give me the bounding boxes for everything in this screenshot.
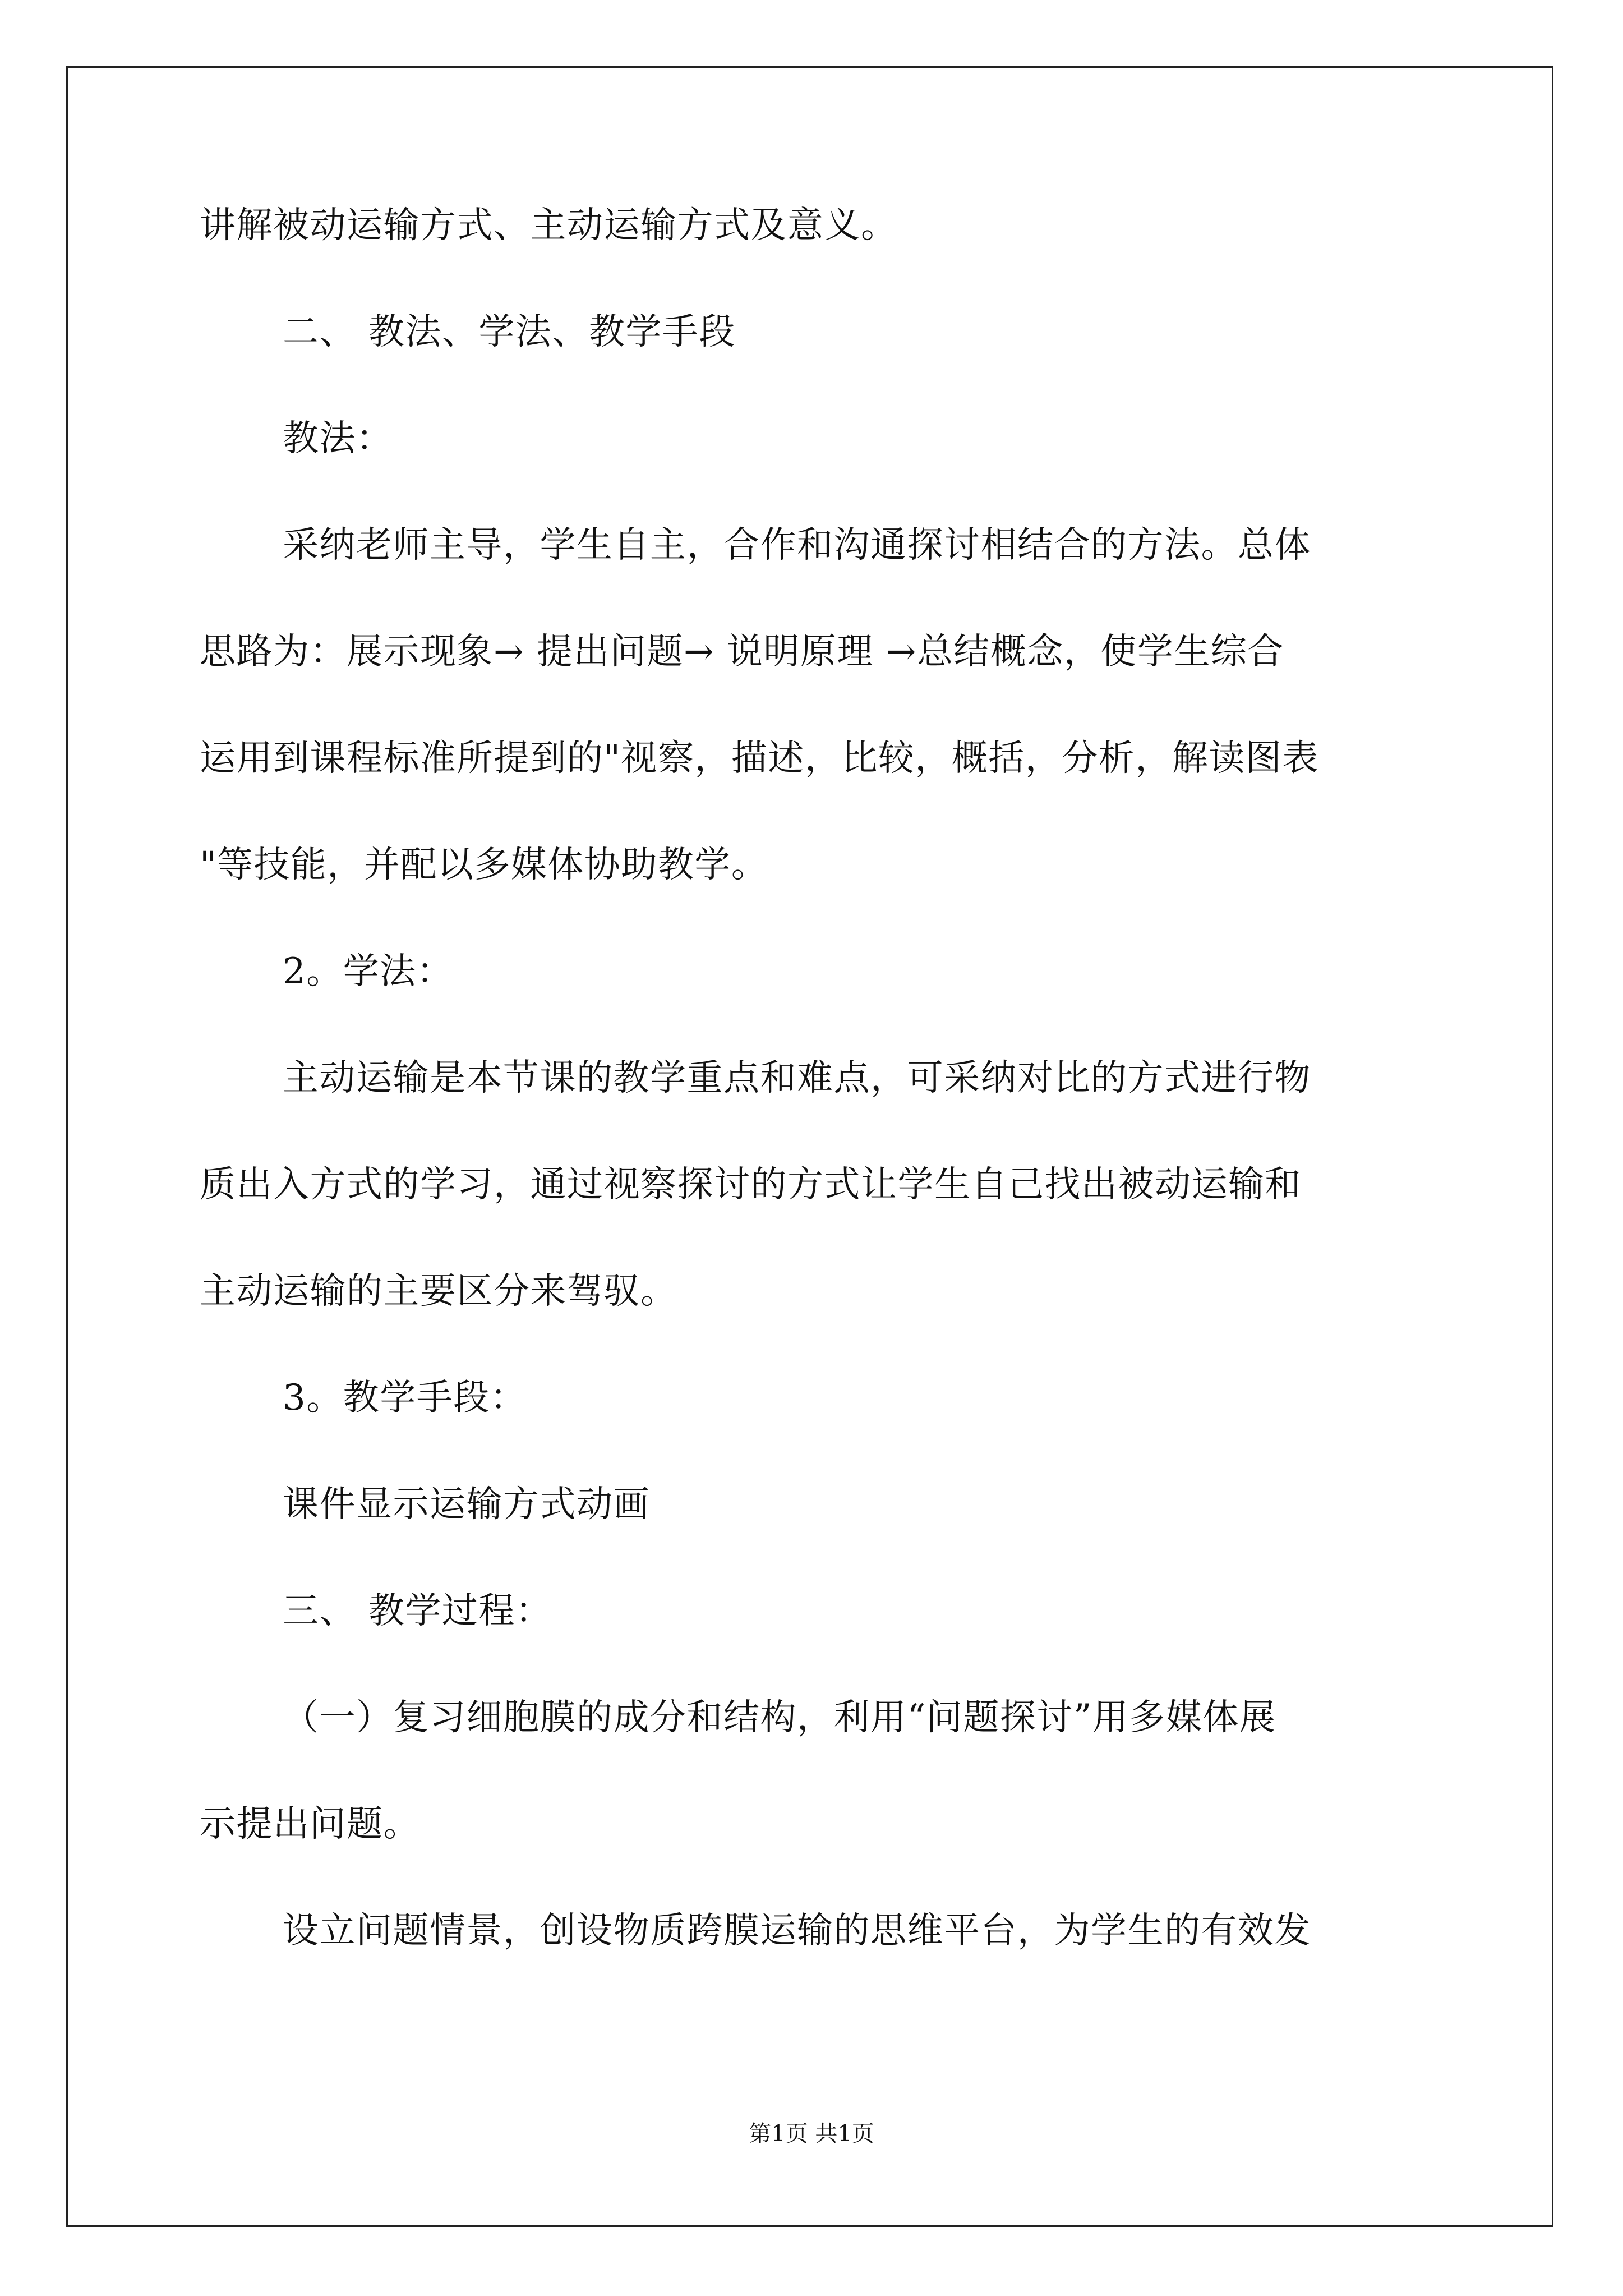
text-line: 主动运输的主要区分来驾驭。: [200, 1271, 677, 1312]
text-line: 质出入方式的学习，通过视察探讨的方式让学生自己找出被动运输和: [200, 1164, 1302, 1205]
text-line: 课件显示运输方式动画: [283, 1484, 650, 1525]
text-line: 主动运输是本节课的教学重点和难点，可采纳对比的方式进行物: [283, 1057, 1311, 1099]
text-line: 示提出问题。: [200, 1803, 420, 1845]
text-line: 讲解被动运输方式、主动运输方式及意义。: [200, 205, 898, 246]
text-line: 设立问题情景，创设物质跨膜运输的思维平台，为学生的有效发: [283, 1910, 1311, 1952]
page-number: 第1页 共1页: [749, 2121, 874, 2147]
section-heading: 二、 教法、学法、教学手段: [283, 311, 736, 353]
text-line: "等技能，并配以多媒体协助教学。: [200, 844, 768, 886]
text-line: 运用到课程标准所提到的"视察，描述，比较，概括，分析，解读图表: [200, 738, 1319, 779]
subheading: 3。教学手段：: [283, 1377, 527, 1419]
text-line: 采纳老师主导，学生自主，合作和沟通探讨相结合的方法。总体: [283, 524, 1311, 566]
section-heading: 三、 教学过程：: [283, 1590, 552, 1632]
subheading: 教法：: [283, 418, 393, 459]
subheading: 2。学法：: [283, 951, 454, 992]
text-line: （一）复习细胞膜的成分和结构，利用“问题探讨”用多媒体展: [283, 1697, 1276, 1738]
text-line: 思路为：展示现象→ 提出问题→ 说明原理 →总结概念，使学生综合: [200, 631, 1284, 673]
page-border: [66, 66, 1553, 2227]
